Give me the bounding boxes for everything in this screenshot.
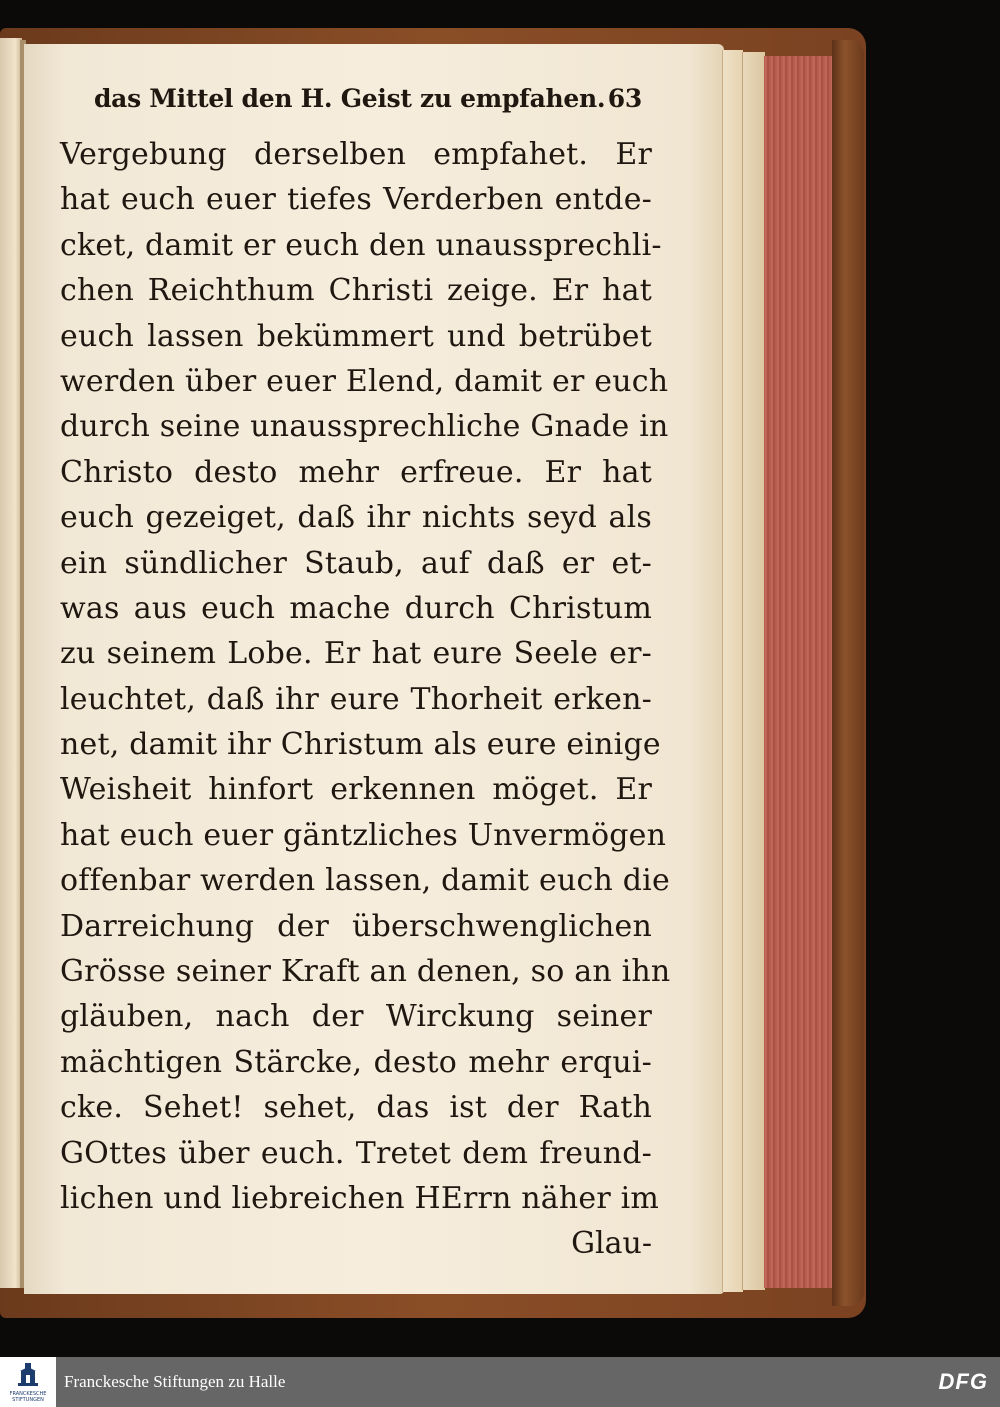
footer-bar [0, 1357, 1000, 1407]
logo-caption: FRANCKESCHE STIFTUNGEN [9, 1391, 47, 1403]
text-line: chen Reichthum Christi zeige. Er hat [60, 273, 652, 309]
text-line: ein sündlicher Staub, auf daß er et- [60, 545, 652, 581]
text-line: euch gezeiget, daß ihr nichts seyd als [60, 500, 652, 536]
page-text [60, 84, 671, 1262]
page-stack [742, 52, 765, 1290]
text-line: was aus euch mache durch Christum [60, 590, 652, 626]
page-number: 63 [607, 84, 642, 113]
text-line: offenbar werden lassen, damit euch die [60, 863, 670, 899]
running-head-title: das Mittel den H. Geist zu empfahen. [94, 84, 606, 113]
institution-name[interactable]: Franckesche Stiftungen zu Halle [64, 1372, 286, 1391]
text-line: Grösse seiner Kraft an denen, so an ihn [60, 954, 671, 990]
institution-logo[interactable] [0, 1357, 56, 1407]
dfg-logo[interactable]: DFG [938, 1369, 988, 1394]
text-line: cket, damit er euch den unaussprechli- [60, 227, 662, 263]
catchword: Glau- [571, 1226, 652, 1262]
red-fore-edge [764, 56, 832, 1288]
running-head [60, 84, 652, 132]
text-line: gläuben, nach der Wirckung seiner [60, 999, 652, 1035]
text-line: net, damit ihr Christum als eure einige [60, 727, 661, 763]
text-line: Darreichung der überschwenglichen [60, 908, 652, 944]
text-line: werden über euer Elend, damit er euch [60, 363, 669, 399]
text-line: leuchtet, daß ihr eure Thorheit erken- [60, 681, 652, 717]
text-line: hat euch euer tiefes Verderben entde- [60, 182, 652, 218]
text-line: mächtigen Stärcke, desto mehr erqui- [60, 1044, 652, 1080]
text-lines [60, 132, 671, 1221]
text-line: durch seine unaussprechliche Gnade in [60, 409, 669, 445]
text-line: lichen und liebreichen HErrn näher im [60, 1180, 660, 1216]
left-page-edge [0, 38, 22, 1288]
text-line: euch lassen bekümmert und betrübet [60, 318, 652, 354]
text-line: zu seinem Lobe. Er hat eure Seele er- [60, 636, 652, 672]
text-line: hat euch euer gäntzliches Unvermögen [60, 817, 667, 853]
text-line: Vergebung derselben empfahet. Er [60, 137, 652, 172]
text-line: GOttes über euch. Tretet dem freund- [60, 1135, 652, 1171]
text-line: cke. Sehet! sehet, das ist der Rath [60, 1090, 652, 1126]
franckesche-stiftungen-emblem-icon [16, 1361, 40, 1391]
cover-edge [832, 40, 864, 1306]
page-stack [722, 50, 743, 1292]
text-line: Christo desto mehr erfreue. Er hat [60, 454, 652, 490]
text-line: Weisheit hinfort erkennen möget. Er [60, 772, 652, 808]
